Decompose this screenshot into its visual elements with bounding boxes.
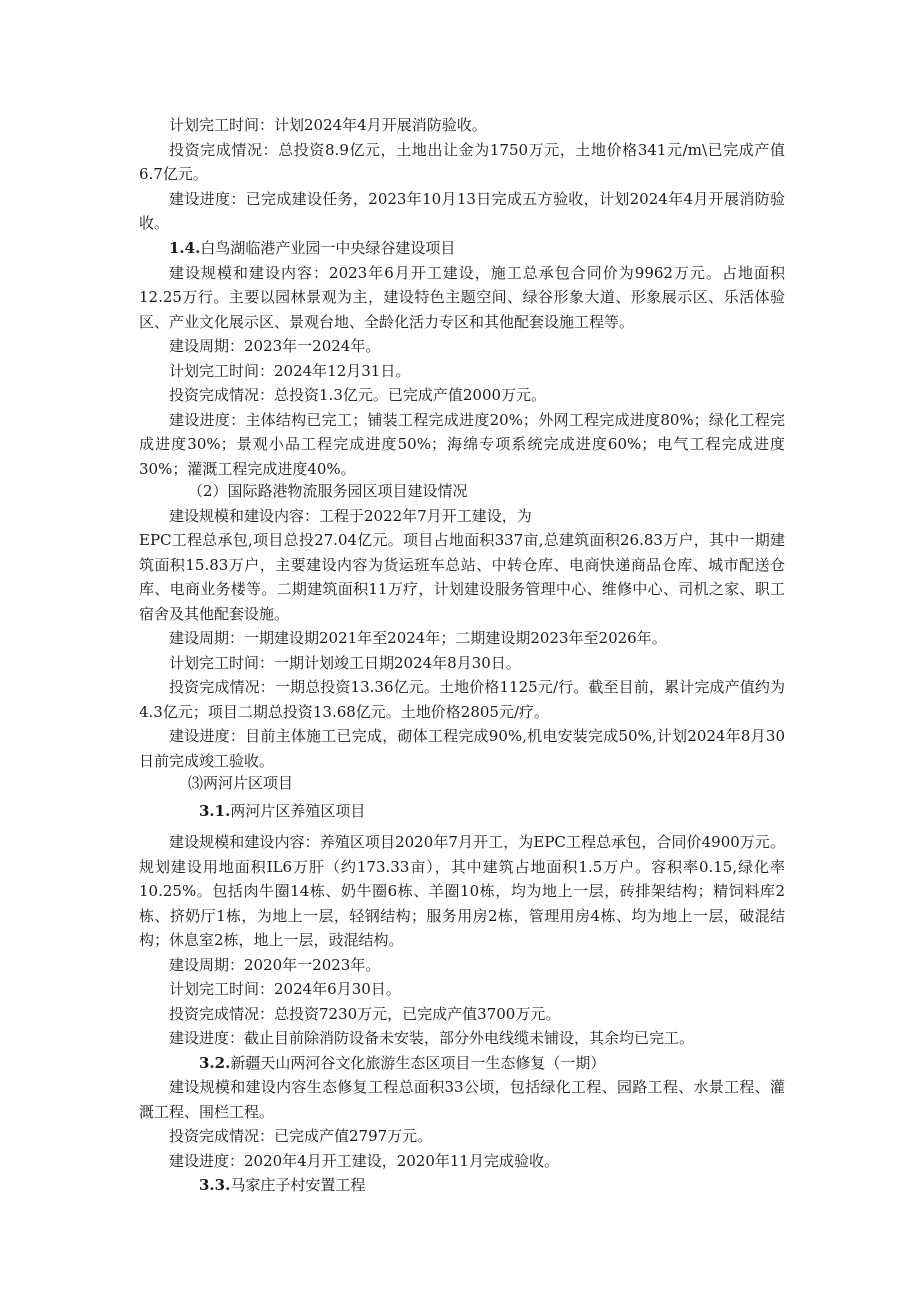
paragraph-scale: 建设规模和建设内容生态修复工程总面积33公顷，包括绿化工程、园路工程、水景工程、灌溉工程、围栏工程。 xyxy=(139,1078,785,1121)
heading-number: 3.3. xyxy=(199,1176,231,1194)
section-3-1-body xyxy=(139,830,785,1198)
section-3 xyxy=(139,771,785,796)
paragraph-completion-time: 计划完工时间：计划2024年4月开展消防验收。 xyxy=(169,116,487,134)
section-2 xyxy=(139,479,785,773)
paragraph-scale-line1: 建设规模和建设内容：工程于2022年7月开工建设，为 xyxy=(169,506,532,525)
paragraph-progress: 建设进度：目前主体施工已完成，砌体工程完成90%,机电安装完成50%,计划2024年8月30日前完成竣工验收。 xyxy=(139,727,785,770)
paragraph-completion-time: 计划完工时间：2024年12月31日。 xyxy=(169,361,411,380)
heading-1-4 xyxy=(139,236,785,261)
paragraph-period: 建设周期：2023年一2024年。 xyxy=(169,337,381,355)
subsection-title-2: （2）国际路港物流服务园区项目建设情况 xyxy=(188,482,468,500)
heading-text: 两河片区养殖区项目 xyxy=(230,802,366,820)
paragraph-investment: 投资完成情况：总投资8.9亿元，土地出让金为1750万元，土地价格341元/m\已完成产值6.7亿元。 xyxy=(139,140,785,183)
paragraph-investment: 投资完成情况：一期总投资13.36亿元。土地价格1125元/行。截至目前，累计完成产值约为4.3亿元；项目二期总投资13.68亿元。土地价格2805元/疗。 xyxy=(139,678,785,721)
paragraph-progress: 建设进度：截止目前除消防设备未安装，部分外电线缆未铺设，其余均已完工。 xyxy=(169,1029,695,1047)
paragraph-investment: 投资完成情况：总投资1.3亿元。已完成产值2000万元。 xyxy=(169,386,547,404)
paragraph-completion-time: 计划完工时间：一期计划竣工日期2024年8月30日。 xyxy=(169,653,521,672)
paragraph-progress: 建设进度：主体结构已完工；铺装工程完成进度20%；外网工程完成进度80%；绿化工程完成进度30%；景观小品工程完成进度50%；海绵专项系统完成进度60%；电气工程完成进度30%；灌溉工程完成进度40%。 xyxy=(139,410,785,478)
paragraph-scale: 建设规模和建设内容：养殖区项目2020年7月开工，为EPC工程总承包，合同价4900万元。规划建设用地面积IL6万肝（约173.33亩），其中建筑占地面积1.5万户。容积率0.15,绿化率10.25%。包括肉牛圈14栋、奶牛圈6栋、羊圈10栋，均为地上一层，砖排架结构；精饲料库2栋、挤奶厅1栋，为地上一层，轻钢结构；服务用房2栋，管理用房4栋、均为地上一层，破混结构；休息室2栋，地上一层，豉混结构。 xyxy=(139,833,785,949)
paragraph-investment: 投资完成情况：总投资7230万元，已完成产值3700万元。 xyxy=(169,1004,561,1023)
heading-text: 马家庄子村安置工程 xyxy=(230,1176,366,1194)
heading-text: 新疆天山两河谷文化旅游生态区项目一生态修复（一期） xyxy=(230,1053,606,1072)
paragraph-progress: 建设进度：2020年4月开工建设，2020年11月完成验收。 xyxy=(169,1151,559,1170)
subsection-title-3: ⑶两河片区项目 xyxy=(188,774,294,792)
heading-text: 白鸟湖临港产业园一中央绿谷建设项目 xyxy=(200,239,456,257)
paragraph-completion-time: 计划完工时间：2024年6月30日。 xyxy=(169,980,401,998)
section-1-4 xyxy=(139,236,785,481)
paragraph-progress: 建设进度：已完成建设任务，2023年10月13日完成五方验收，计划2024年4月开展消防验收。 xyxy=(139,189,785,232)
heading-3-1 xyxy=(139,799,785,824)
heading-number: 1.4. xyxy=(169,239,201,257)
section-1-3-tail xyxy=(139,113,785,236)
section-3-1 xyxy=(139,799,785,824)
heading-3-2 xyxy=(139,1051,785,1076)
heading-3-3 xyxy=(139,1173,785,1198)
paragraph-investment: 投资完成情况：已完成产值2797万元。 xyxy=(169,1127,433,1145)
paragraph-period: 建设周期：2020年一2023年。 xyxy=(169,955,381,974)
heading-number: 3.2. xyxy=(199,1053,231,1072)
paragraph-scale: 建设规模和建设内容：2023年6月开工建设，施工总承包合同价为9962万元。占地面积12.25万行。主要以园林景观为主，建设特色主题空间、绿谷形象大道、形象展示区、乐活体验区、产业文化展示区、景观台地、全龄化活力专区和其他配套设施工程等。 xyxy=(139,263,785,331)
paragraph-scale-body: EPC工程总承包,项目总投27.04亿元。项目占地面积337亩,总建筑面积26.83万户，其中一期建筑面积15.83万户，主要建设内容为货运班车总站、中转仓库、电商快递商品仓库、城市配送仓库、电商业务楼等。二期建筑面积11万疗，计划建设服务管理中心、维修中心、司机之家、职工宿舍及其他配套设施。 xyxy=(139,531,785,623)
paragraph-period: 建设周期：一期建设期2021年至2024年；二期建设期2023年至2026年。 xyxy=(169,629,667,647)
heading-number: 3.1. xyxy=(199,802,231,820)
